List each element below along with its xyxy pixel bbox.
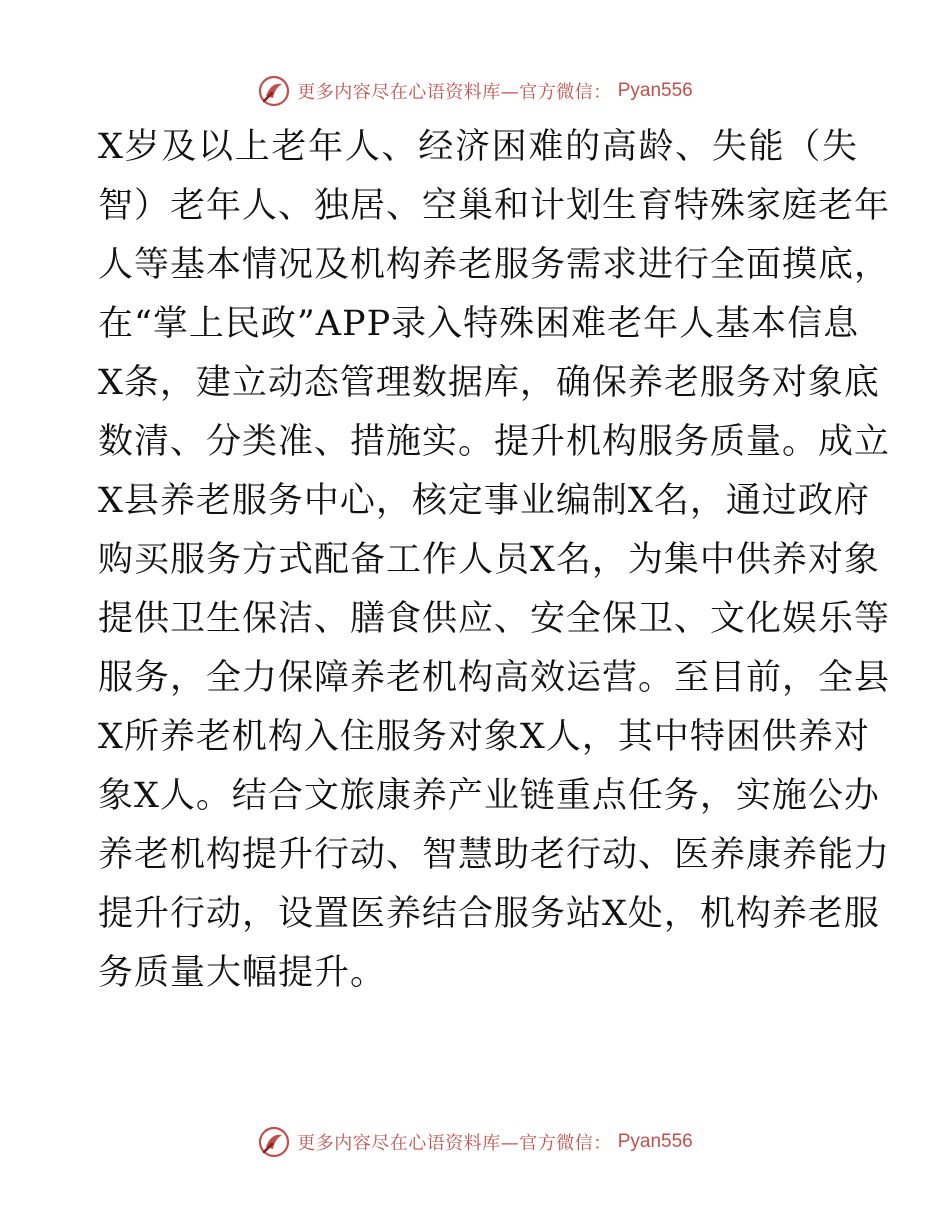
footer-watermark bbox=[0, 1125, 950, 1159]
text-line: 务质量大幅提升。 bbox=[98, 953, 387, 993]
text-line: X条，建立动态管理数据库，确保养老服务对象底 bbox=[98, 363, 880, 403]
document-body bbox=[98, 118, 891, 1003]
watermark-wechat-id: Pyan556 bbox=[617, 1131, 693, 1152]
header-watermark bbox=[0, 74, 950, 108]
text-line: 养老机构提升行动、智慧助老行动、医养康养能力 bbox=[98, 835, 891, 875]
text-line: 提供卫生保洁、膳食供应、安全保卫、文化娱乐等 bbox=[98, 599, 891, 639]
text-line: X岁及以上老年人、经济困难的高龄、失能（失 bbox=[98, 127, 858, 167]
text-line: X所养老机构入住服务对象X人，其中特困供养对 bbox=[98, 717, 870, 757]
logo-icon bbox=[257, 1125, 291, 1159]
text-line: 提升行动，设置医养结合服务站X处，机构养老服 bbox=[98, 894, 880, 934]
text-line: 购买服务方式配备工作人员X名，为集中供养对象 bbox=[98, 540, 880, 580]
text-line: 服务，全力保障养老机构高效运营。至目前，全县 bbox=[98, 658, 891, 698]
text-line: X县养老服务中心，核定事业编制X名，通过政府 bbox=[98, 481, 870, 521]
text-line: 数清、分类准、措施实。提升机构服务质量。成立 bbox=[98, 422, 891, 462]
watermark-text: 更多内容尽在心语资料库—官方微信： bbox=[297, 82, 612, 103]
text-line: 在“掌上民政”APP录入特殊困难老年人基本信息 bbox=[98, 304, 860, 344]
text-line: 人等基本情况及机构养老服务需求进行全面摸底， bbox=[98, 245, 891, 285]
text-line: 智）老年人、独居、空巢和计划生育特殊家庭老年 bbox=[98, 186, 891, 226]
watermark-text: 更多内容尽在心语资料库—官方微信： bbox=[297, 1133, 612, 1154]
watermark-wechat-id: Pyan556 bbox=[617, 80, 693, 101]
text-line: 象X人。结合文旅康养产业链重点任务，实施公办 bbox=[98, 776, 880, 816]
logo-icon bbox=[257, 74, 291, 108]
